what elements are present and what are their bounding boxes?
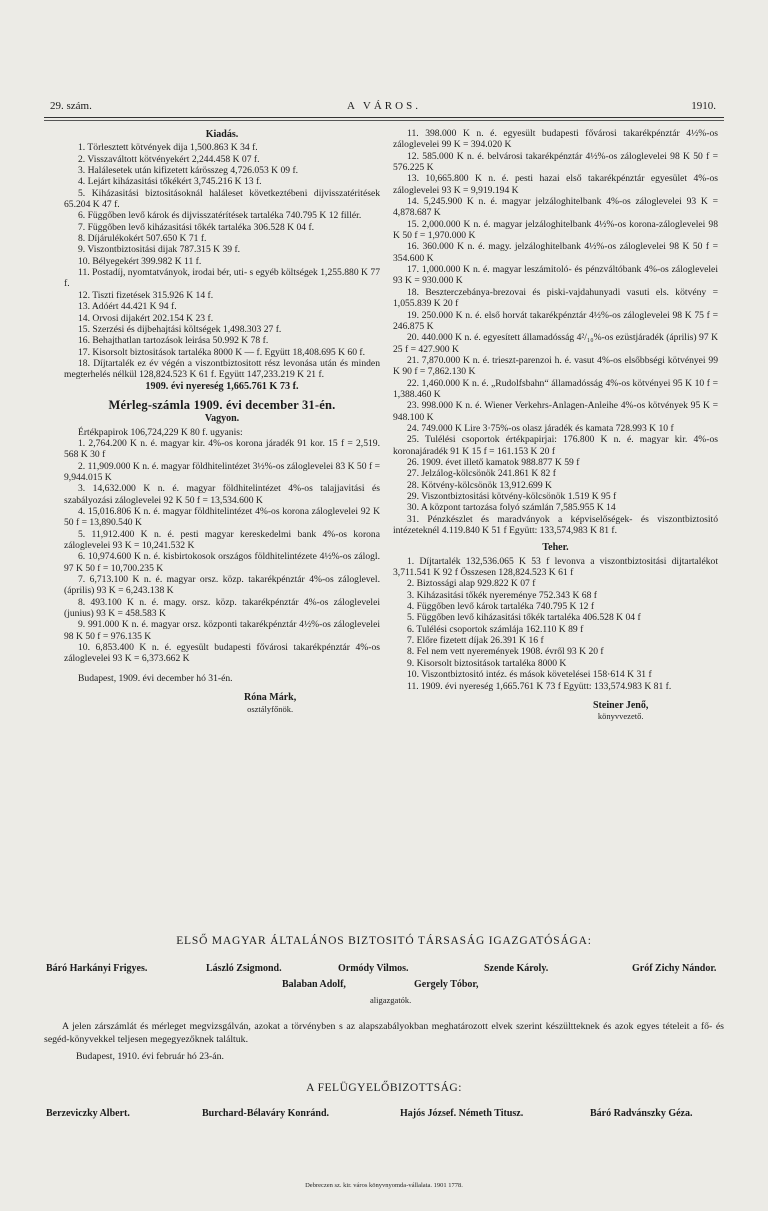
approval-statement: A jelen zárszámlát és mérleget megvizsgálván, azokat a törvényben s az alapszabályokban meghatározott elvek szerint készültteknek és azok egyes tételeit a fő- és segéd-könyvekkel teljesen megegyezőknek találtuk. (44, 1021, 724, 1045)
supervisory-member: Berzeviczky Albert. (46, 1108, 130, 1119)
teher-item: 1. Díjtartalék 132,536.065 K 53 f levonva a viszontbiztositási dijtartalékot 3,711.541 K 92 f Összesen 128,824.523 K 61 f (393, 555, 718, 579)
vagyon-item: 25. Tulélési csoportok értékpapirjai: 176.800 K n. é. magyar kir. 4%-os koronajáradék 91 K 15 f = 161.153 K 20 f (393, 434, 718, 457)
teher-item: 10. Viszontbiztositó intéz. és mások követelései 158·614 K 31 f (407, 669, 652, 681)
signature-role: könyvvezető. (597, 711, 644, 722)
signature-rona (244, 692, 296, 715)
vagyon-item: 7. 6,713.100 K n. é. magyar orsz. közp. takarékpénztár 4%-os záloglevel. (április) 93 K = 6,243.138 K (64, 574, 380, 597)
vagyon-item: 13. 10,665.800 K n. é. pesti hazai első takarékpénztár egyesület 4%-os záloglevelei 93 K = 9,919.194 K (393, 173, 718, 196)
kiadas-item: 5. Kiházasitási biztositásoknál haláleset következtébeni dijvisszatéritések 65.204 K 47 f. (64, 187, 380, 211)
vagyon-item: 5. 11,912.400 K n. é. pesti magyar kereskedelmi bank 4%-os korona záloglevelei 93 K = 10,241.532 K (64, 528, 380, 552)
vagyon-item: 14. 5,245.900 K n. é. magyar jelzáloghitelbank 4%-os záloglevelei 93 K = 4,878.687 K (393, 196, 718, 219)
kiadas-item: 12. Tiszti fizetések 315.926 K 14 f. (78, 289, 214, 301)
deputy-directors-label: aligazgatók. (370, 995, 412, 1005)
header-rule-thin (44, 120, 724, 121)
kiadas-item: 18. Díjtartalék ez év végén a viszontbiztositott rész levonása után és minden megterhelés nélkül 128,824.523 K 61 f. Együtt 147,233.219 K 21 f. (64, 357, 380, 381)
vagyon-item: 28. Kötvény-kölcsönök 13,912.699 K (407, 479, 552, 491)
kiadas-item: 16. Behajthatlan tartozások leirása 50.992 K 78 f. (78, 335, 269, 347)
vagyon-item: 23. 998.000 K n. é. Wiener Verkehrs-Anlagen-Anleihe 4%-os kötvények 95 K = 948.100 K (393, 400, 718, 423)
kiadas-item: 1. Törlesztett kötvények dija 1,500.863 K 34 f. (78, 142, 258, 154)
supervisory-member: Burchard-Bélaváry Konránd. (202, 1108, 330, 1119)
deputy-director: Balaban Adolf, (282, 979, 346, 990)
vagyon-item: 24. 749.000 K Lire 3·75%-os olasz járadék és kamata 728.993 K 10 f (407, 422, 674, 434)
kiadas-item: 4. Lejárt kiházasitási tőkékért 3,745.216 K 13 f. (78, 176, 262, 188)
deputy-director: Gergely Tóbor, (414, 979, 479, 990)
teher-item: 8. Fel nem vett nyeremények 1908. évről 93 K 20 f (407, 646, 604, 658)
vagyon-item: 30. A központ tartozása folyó számlán 7,585.955 K 14 (407, 502, 616, 514)
vagyon-item: 20. 440.000 K n. é. egyesített államadósság 4²/₁₀%-os ezüstjáradék (április) 97 K 25 f = 427.900 K (393, 332, 718, 355)
vagyon-item: 19. 250.000 K n. é. első horvát takarékpénztár 4½%-os záloglevelei 98 K 75 f = 246.875 K (393, 309, 718, 332)
teher-item: 9. Kisorsolt biztositások tartaléka 8000 K (407, 657, 567, 669)
vagyon-item: 1. 2,764.200 K n. é. magyar kir. 4%-os korona járadék 91 kor. 15 f = 2,519. 568 K 30 f (64, 437, 380, 461)
vagyon-item: 3. 14,632.000 K n. é. magyar földhitelintézet 4%-os talajjavitási és szabályozási záloglevelei 92 K 50 f = 13,534.600 K (64, 483, 380, 506)
kiadas-profit: 1909. évi nyereség 1,665.761 K 73 f. (145, 380, 299, 392)
board-member: Gróf Zichy Nándor. (632, 963, 717, 974)
vagyon-item: 12. 585.000 K n. é. belvárosi takarékpénztár 4½%-os záloglevelei 98 K 50 f = 576.225 K (393, 150, 718, 174)
balance-date: Budapest, 1909. évi december hó 31-én. (78, 672, 233, 684)
signature-role: osztályfőnök. (247, 703, 294, 714)
kiadas-item: 7. Függőben levő kiházasitási tőkék tartaléka 306.528 K 04 f. (78, 221, 315, 233)
vagyon-item: 22. 1,460.000 K n. é. „Rudolfsbahn“ államadósság 4%-os kötvényei 95 K 10 f = 1,388.460 K (393, 377, 718, 400)
vagyon-item: 17. 1,000.000 K n. é. magyar leszámitoló- és pénzváltóbank 4%-os záloglevelei 93 K = 930.000 K (393, 264, 718, 287)
printer-footer: Debreczen sz. kir. város könyvnyomda-vállalata. 1901 1778. (305, 1182, 463, 1189)
kiadas-item: 17. Kisorsolt biztositások tartaléka 8000 K — f. Együtt 18,408.695 K 60 f. (78, 346, 365, 358)
vagyon-item: 10. 6,853.400 K n. é. egyesült budapesti fővárosi takarékpénztár 4%-os záloglevelei 93 K = 6,373.662 K (64, 642, 380, 665)
vagyon-item: 4. 15,016.806 K n. é. magyar földhitelintézet 4%-os korona záloglevelei 92 K 50 f = 13,890.540 K (64, 506, 380, 529)
vagyon-item: 16. 360.000 K n. é. magy. jelzáloghitelbank 4½%-os záloglevelei 98 K 50 f = 354.600 K (393, 241, 718, 264)
kiadas-item: 11. Postadíj, nyomtatványok, irodai bér, uti- s egyéb költségek 1,255.880 K 77 f. (64, 267, 380, 290)
supervisory-member: Báró Radvánszky Géza. (590, 1108, 693, 1119)
approval-date: Budapest, 1910. évi február hó 23-án. (76, 1051, 225, 1062)
journal-title: A VÁROS. (347, 100, 421, 112)
left-signature-block (64, 692, 380, 726)
header-rule (44, 117, 724, 118)
vagyon-item: 11. 398.000 K n. é. egyesült budapesti fővárosi takarékpénztár 4½%-os záloglevelei 99 K = 394.020 K (393, 128, 718, 151)
vagyon-intro: Értékpapirok 106,724,229 K 80 f. ugyanis: (78, 426, 243, 438)
kiadas-item: 10. Bélyegekért 399.982 K 11 f. (78, 255, 202, 267)
vagyon-item: 21. 7,870.000 K n. é. trieszt-parenzoi h. é. vasut 4%-os elsőbbségi kötvényei 99 K 90 f = 7,862.130 K (393, 354, 718, 378)
vagyon-item: 18. Beszterczebánya-brezovai és piski-vajdahunyadi vasuti els. kötvény = 1,055.839 K 20 f (393, 286, 718, 310)
left-column (64, 128, 380, 726)
teher-item: 7. Előre fizetett díjak 26.391 K 16 f (407, 635, 544, 647)
board-member: László Zsigmond. (206, 963, 282, 974)
kiadas-item: 13. Adóért 44.421 K 94 f. (78, 301, 177, 313)
board-member: Szende Károly. (484, 963, 549, 974)
vagyon-item: 6. 10,974.600 K n. é. kisbirtokosok országos földhitelintézete 4½%-os zálogl. 97 K 50 f = 10,700.235 K (64, 551, 380, 574)
vagyon-item: 27. Jelzálog-kölcsönök 241.861 K 82 f (407, 468, 556, 480)
vagyon-item: 31. Pénzkészlet és maradványok a képviselőségek- és viszontbiztositó intézeteknél 4.119.840 K 51 f Együtt: 133,574,983 K 81 f. (393, 513, 718, 537)
supervisory-board-title: A FELÜGYELŐBIZOTTSÁG: (306, 1082, 462, 1094)
year: 1910. (691, 100, 716, 112)
page-header (44, 98, 724, 116)
issue-number: 29. szám. (50, 100, 92, 112)
supervisory-member: Hajós József. Németh Titusz. (400, 1108, 524, 1119)
board-member: Báró Harkányi Frigyes. (46, 963, 148, 974)
kiadas-item: 8. Díjárulékokért 507.650 K 71 f. (78, 233, 207, 245)
right-signature-block (393, 700, 718, 734)
merleg-heading: Mérleg-számla 1909. évi december 31-én. (108, 397, 336, 412)
vagyon-item: 29. Viszontbiztositási kötvény-kölcsönök 1.519 K 95 f (407, 491, 617, 502)
signature-name: Steiner Jenő, (593, 699, 649, 711)
board-member: Ormódy Vilmos. (338, 963, 409, 974)
teher-item: 2. Biztossági alap 929.822 K 07 f (407, 578, 536, 590)
signature-name: Róna Márk, (244, 692, 297, 704)
vagyon-heading: Vagyon. (204, 413, 240, 425)
teher-item: 3. Kiházasitási tőkék nyereménye 752.343 K 68 f (407, 589, 597, 601)
vagyon-item: 26. 1909. évet illető kamatok 988.877 K 59 f (407, 456, 580, 468)
kiadas-item: 15. Szerzési és dijbehajtási költségek 1,498.303 27 f. (78, 323, 282, 335)
vagyon-item: 2. 11,909.000 K n. é. magyar földhitelintézet 3½%-os záloglevelei 83 K 50 f = 9,944.015 K (64, 460, 380, 483)
teher-item: 5. Függőben levő kiházasitási tőkék tartaléka 406.528 K 04 f (407, 612, 641, 624)
teher-item: 4. Függőben levő károk tartaléka 740.795 K 12 f (407, 601, 595, 613)
kiadas-item: 2. Visszaváltott kötvényekért 2,244.458 K 07 f. (78, 153, 260, 165)
kiadas-item: 3. Halálesetek után kifizetett kárösszeg 4,726.053 K 09 f. (78, 165, 299, 177)
vagyon-item: 9. 991.000 K n. é. magyar orsz. központi takarékpénztár 4½%-os záloglevelei 98 K 50 f = 976.135 K (64, 619, 380, 642)
vagyon-item: 8. 493.100 K n. é. magy. orsz. közp. takarékpénztár 4%-os záloglevelei (junius) 93 K = 458.583 K (64, 596, 380, 620)
vagyon-item: 15. 2,000.000 K n. é. magyar jelzáloghitelbank 4½%-os korona-záloglevelei 98 K 50 f = 1,970.000 K (393, 218, 718, 242)
signature-steiner (593, 700, 648, 723)
kiadas-heading: Kiadás. (205, 129, 239, 140)
right-column (393, 128, 718, 734)
board-title: ELSŐ MAGYAR ÁLTALÁNOS BIZTOSITÓ TÁRSASÁG IGAZGATÓSÁGA: (176, 935, 592, 947)
teher-item: 6. Tulélési csoportok számlája 162.110 K 89 f (407, 623, 584, 635)
teher-heading: Teher. (542, 542, 569, 554)
kiadas-item: 14. Orvosi dijakért 202.154 K 23 f. (78, 312, 214, 324)
kiadas-item: 9. Viszontbiztositási dijak 787.315 K 39 f. (78, 244, 241, 256)
teher-item: 11. 1909. évi nyereség 1,665.761 K 73 f Együtt: 133,574.983 K 81 f. (407, 680, 672, 692)
kiadas-item: 6. Függőben levő károk és dijvisszatérítések tartaléka 740.795 K 12 fillér. (78, 210, 362, 222)
